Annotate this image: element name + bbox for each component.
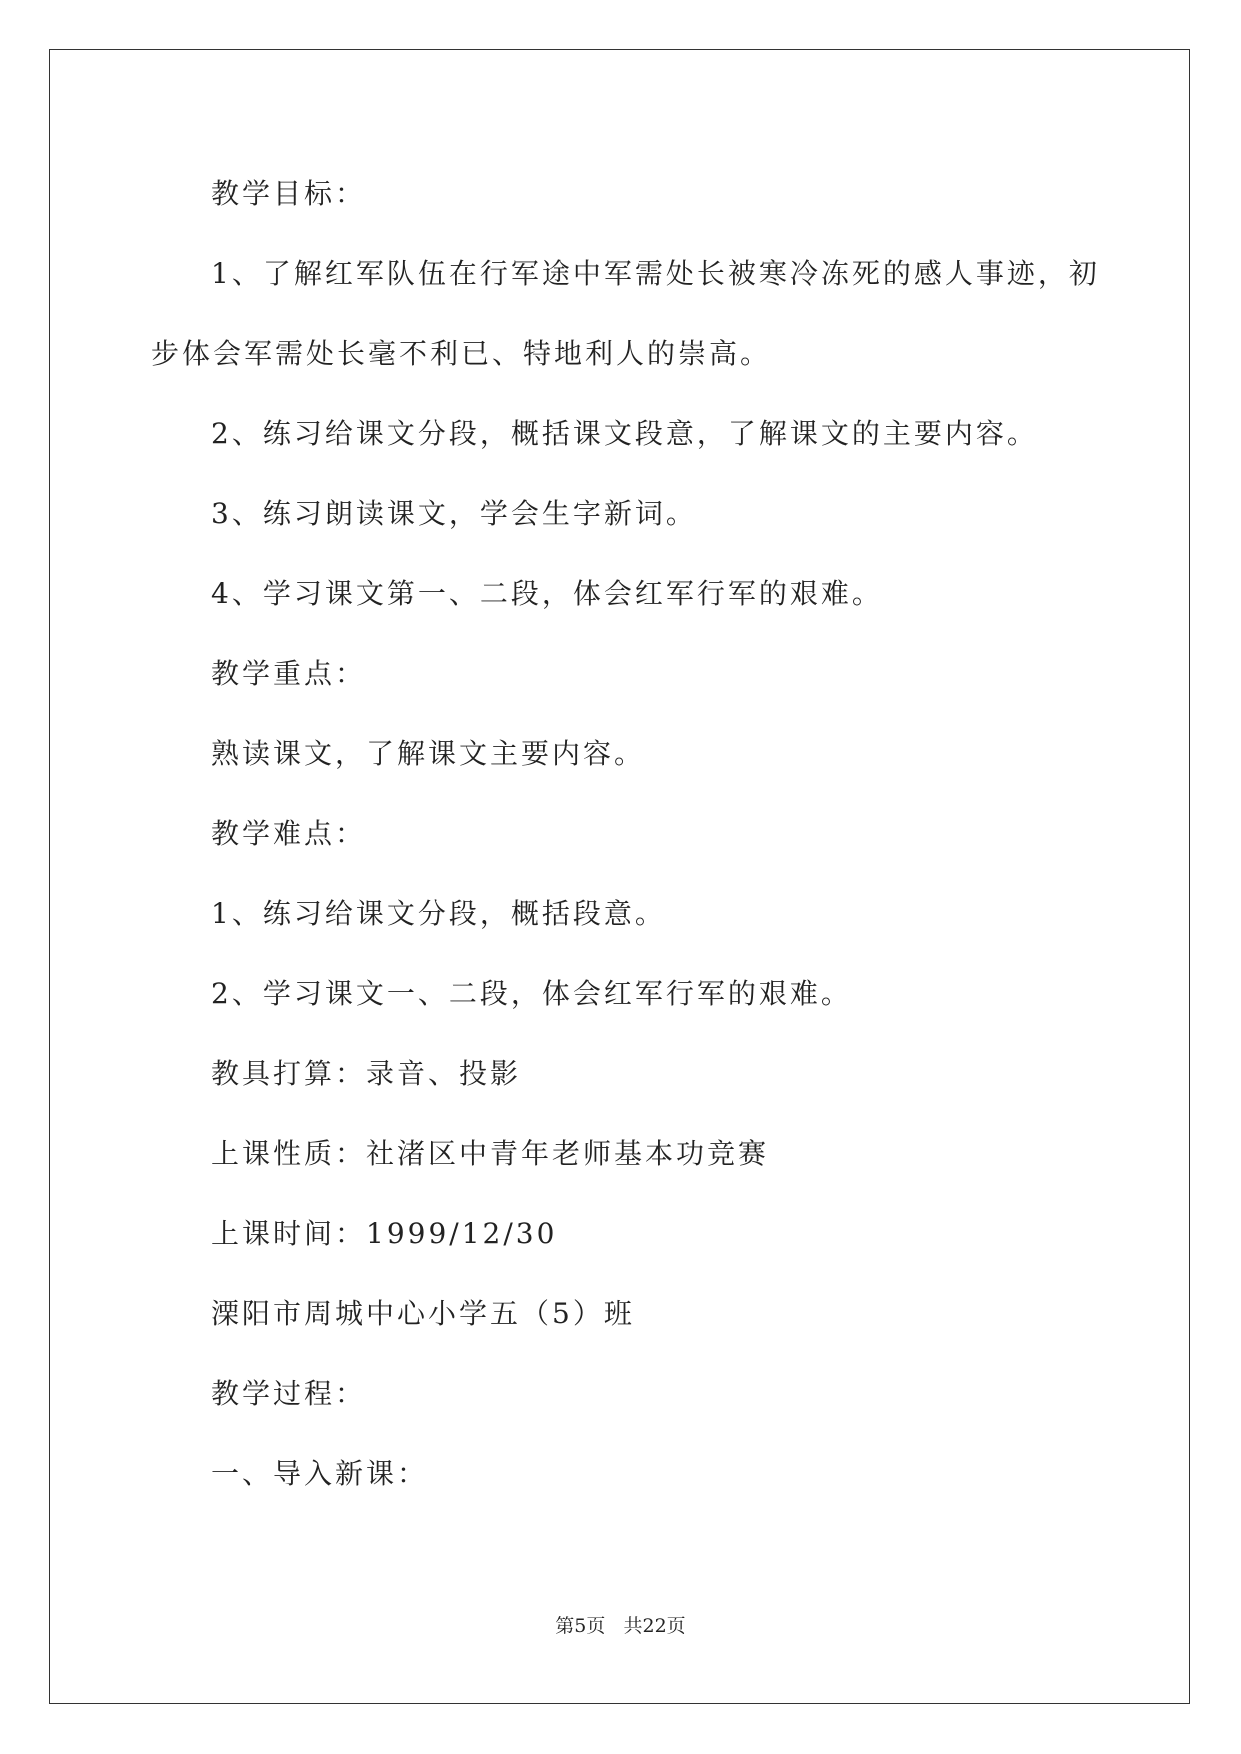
difficulty-2: 2、学习课文一、二段，体会红军行军的艰难。: [211, 977, 852, 1010]
key-point-1: 熟读课文，了解课文主要内容。: [211, 737, 646, 770]
class-nature: 上课性质：社渚区中青年老师基本功竞赛: [211, 1137, 770, 1170]
heading-teaching-process: 教学过程：: [211, 1377, 367, 1410]
goal-4: 4、学习课文第一、二段，体会红军行军的艰难。: [211, 577, 883, 610]
section-intro: 一、导入新课：: [211, 1457, 429, 1490]
class-location: 溧阳市周城中心小学五（5）班: [211, 1297, 635, 1330]
heading-teaching-goals: 教学目标：: [211, 177, 367, 210]
page-number-footer: 第5页 共22页: [555, 1615, 686, 1637]
goal-2: 2、练习给课文分段，概括课文段意，了解课文的主要内容。: [211, 417, 1038, 450]
class-time: 上课时间：1999/12/30: [211, 1217, 558, 1250]
goal-1-line-2: 步体会军需处长毫不利已、特地利人的崇高。: [151, 337, 772, 370]
goal-1-line-1: 1、了解红军队伍在行军途中军需处长被寒冷冻死的感人事迹，初: [211, 257, 1100, 290]
teaching-aids: 教具打算：录音、投影: [211, 1057, 522, 1090]
heading-difficulties: 教学难点：: [211, 817, 367, 850]
difficulty-1: 1、练习给课文分段，概括段意。: [211, 897, 666, 930]
goal-3: 3、练习朗读课文，学会生字新词。: [211, 497, 697, 530]
heading-key-points: 教学重点：: [211, 657, 367, 690]
